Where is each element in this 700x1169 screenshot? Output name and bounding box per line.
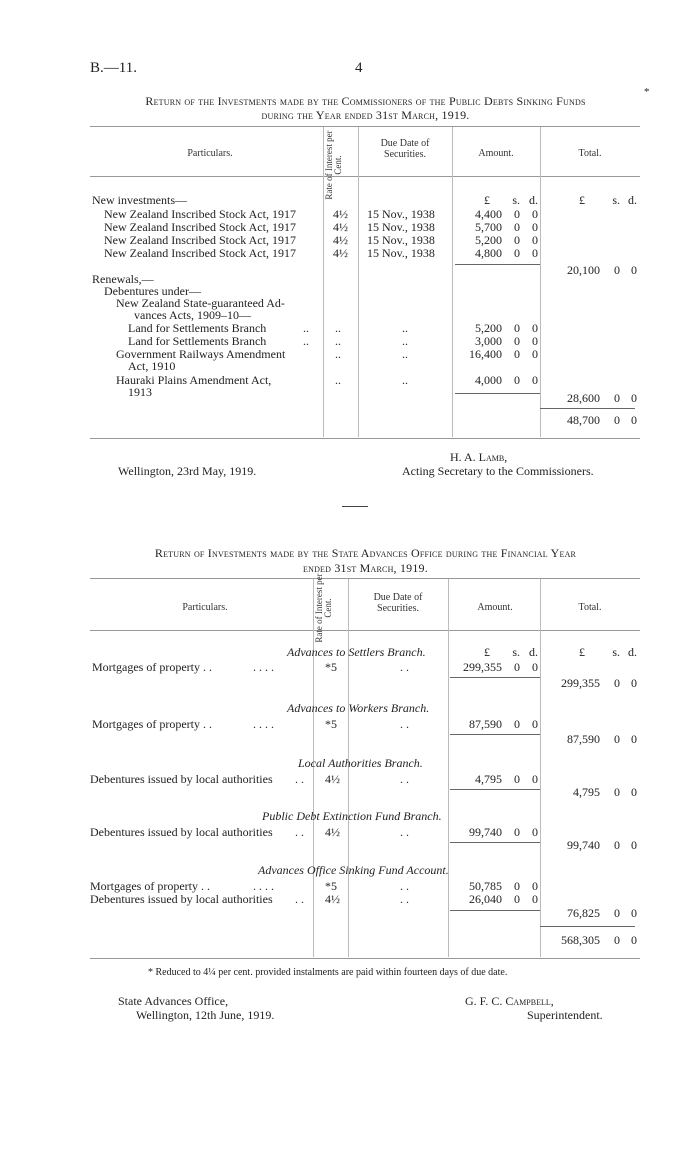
table-row-d: 0 [532,892,538,906]
table-row-due: .. [402,321,408,335]
s1-gov-cont: Act, 1910 [128,359,176,373]
section2-title-line1: Return of Investments made by the State Advances Office during the Financial Year [154,546,577,560]
table-row-d: 0 [532,207,538,221]
table-row-part: Government Railways Amendment [116,347,286,361]
s1-subtotal-rule [455,393,540,394]
table-row-rate: 4½ [333,220,348,234]
table-row-d: 0 [532,772,538,786]
table-row-s: 0 [514,892,520,906]
table-row-d: 0 [532,660,538,674]
table-row-amount: 4,795 [475,772,502,786]
table-row-part: Debentures issued by local authorities [90,825,273,839]
section2-title-line2: ended 31st March, 1919. [303,561,428,575]
s1-nzsg-line2: vances Acts, 1909–10— [134,308,251,322]
s1-new-total-d: 0 [631,263,637,277]
s1-renew-total-s: 0 [614,391,620,405]
s2-b3-total-s: 0 [614,785,620,799]
s2-b1-total-s: 0 [614,676,620,690]
s1-top-rule [90,126,640,127]
s2-subtotal-rule [450,734,540,735]
s2-signatory-title: Superintendent. [527,1008,603,1022]
table-row-part: New Zealand Inscribed Stock Act, 1917 [104,233,296,247]
table-row-due: 15 Nov., 1938 [367,233,435,247]
s1-tot-pound: £ [579,193,585,207]
s1-nzsg-line1: New Zealand State-guaranteed Ad- [116,296,285,310]
s1-signatory: H. A. Lamb, [450,450,508,464]
table-row-rate: 4½ [325,892,340,906]
table-row-amount: 5,200 [475,321,502,335]
section1-title-line1: Return of the Investments made by the Commissioners of the Public Debts Sinking Funds [145,94,586,108]
s2-b2-total-d: 0 [631,732,637,746]
table-row-due: . . [400,660,409,674]
s2-b4-total-s: 0 [614,838,620,852]
s2-tot-pound: £ [579,645,585,659]
table-row-s: 0 [514,717,520,731]
table-row-part: Debentures issued by local authorities [90,772,273,786]
s2-branch-title: Local Authorities Branch. [298,756,423,770]
s2-subtotal-rule [450,842,540,843]
table-row-d: 0 [532,717,538,731]
table-row-dots: . . [295,825,304,839]
table-row-due: . . [400,825,409,839]
table-row-part: Mortgages of property . . [90,879,210,893]
s2-b1-total: 299,355 [561,676,600,690]
table-row-s: 0 [514,660,520,674]
s1-tot-s: s. [612,193,620,207]
s2-col-line [448,579,449,957]
table-row-d: 0 [532,220,538,234]
table-row-rate: 4½ [325,772,340,786]
table-row-d: 0 [532,347,538,361]
s1-bottom-rule [90,438,640,439]
table-row-dots: .. [303,334,309,348]
table-row-part: New Zealand Inscribed Stock Act, 1917 [104,220,296,234]
s2-col-total: Total. [578,602,602,613]
s2-branch-title: Advances to Workers Branch. [287,701,430,715]
s1-heading-new: New investments— [92,193,187,207]
s2-office-line2: Wellington, 12th June, 1919. [136,1008,275,1022]
table-row-amount: 4,000 [475,373,502,387]
table-row-part: New Zealand Inscribed Stock Act, 1917 [104,207,296,221]
s1-amt-pound: £ [484,193,490,207]
table-row-s: 0 [514,825,520,839]
table-row-rate: *5 [325,717,337,731]
table-row-d: 0 [532,879,538,893]
s2-amt-pound: £ [484,645,490,659]
table-row-rate: *5 [325,660,337,674]
table-row-d: 0 [532,246,538,260]
s1-tot-d: d. [628,193,637,207]
s1-grand-total: 48,700 [567,413,600,427]
section-divider [342,506,368,507]
s2-amt-d: d. [529,645,538,659]
table-row-s: 0 [514,246,520,260]
s1-heading-renewals: Renewals,— [92,272,154,286]
s1-col-line [540,127,541,437]
s1-col-due: Due Date of Securities. [380,138,430,160]
page-number: 4 [355,60,363,76]
s1-head-rule [90,176,640,177]
table-row-amount: 16,400 [469,347,502,361]
table-row-due: . . [400,879,409,893]
table-row-due: .. [402,373,408,387]
s2-grand-total-d: 0 [631,933,637,947]
table-row-part: Debentures issued by local authorities [90,892,273,906]
s1-hauraki-line2: 1913 [128,385,152,399]
table-row-amount: 50,785 [469,879,502,893]
s1-hauraki-line1: Hauraki Plains Amendment Act, [116,373,272,387]
s1-amt-s: s. [512,193,520,207]
table-row-rate: .. [335,373,341,387]
s1-renew-total: 28,600 [567,391,600,405]
s1-grand-total-d: 0 [631,413,637,427]
s2-b3-total-d: 0 [631,785,637,799]
s2-footnote: * Reduced to 4¼ per cent. provided instalments are paid within fourteen days of due date. [148,967,508,978]
table-row-part: New Zealand Inscribed Stock Act, 1917 [104,246,296,260]
s1-place-date: Wellington, 23rd May, 1919. [118,464,257,478]
table-row-amount: 3,000 [475,334,502,348]
table-row-part: Mortgages of property . . [92,660,212,674]
table-row-due: 15 Nov., 1938 [367,207,435,221]
table-row-s: 0 [514,373,520,387]
s2-total-rule [540,926,635,927]
table-row-rate: *5 [325,879,337,893]
table-row-s: 0 [514,772,520,786]
s1-new-total-s: 0 [614,263,620,277]
table-row-part: Mortgages of property . . [92,717,212,731]
table-row-due: 15 Nov., 1938 [367,220,435,234]
table-row-amount: 4,400 [475,207,502,221]
table-row-dots: . . [295,772,304,786]
s2-branch-title: Advances to Settlers Branch. [287,645,426,659]
table-row-rate: .. [335,321,341,335]
s1-col-line [452,127,453,437]
table-row-dots: . . . . [253,717,274,731]
table-row-amount: 5,700 [475,220,502,234]
s1-subtotal-rule [455,264,540,265]
s1-col-line [358,127,359,437]
table-row-rate: 4½ [325,825,340,839]
s1-grand-total-s: 0 [614,413,620,427]
table-row-s: 0 [514,207,520,221]
table-row-rate: 4½ [333,246,348,260]
s2-top-rule [90,578,640,579]
s2-tot-s: s. [612,645,620,659]
table-row-rate: 4½ [333,207,348,221]
s2-col-due: Due Date of Securities. [373,592,423,614]
document-code: B.—11. [90,60,137,76]
table-row-due: . . [400,772,409,786]
section1-title-line2: during the Year ended 31st March, 1919. [261,108,470,122]
table-row-d: 0 [532,373,538,387]
s2-amt-s: s. [512,645,520,659]
s2-office-line1: State Advances Office, [118,994,229,1008]
s2-b5-total-s: 0 [614,906,620,920]
s2-b4-total-d: 0 [631,838,637,852]
table-row-s: 0 [514,879,520,893]
s2-col-particulars: Particulars. [182,602,228,613]
table-row-dots: . . . . [253,660,274,674]
table-row-s: 0 [514,220,520,234]
s1-renew-total-d: 0 [631,391,637,405]
table-row-rate: .. [335,347,341,361]
s1-col-amount: Amount. [478,148,514,159]
s2-grand-total-s: 0 [614,933,620,947]
table-row-rate: 4½ [333,233,348,247]
s1-col-rate: Rate of Interest per Cent. [324,130,343,200]
table-row-due: .. [402,334,408,348]
margin-mark: * [644,86,650,98]
table-row-d: 0 [532,825,538,839]
table-row-s: 0 [514,233,520,247]
s2-tot-d: d. [628,645,637,659]
s2-b2-total-s: 0 [614,732,620,746]
s2-col-rate: Rate of Interest per Cent. [314,573,333,643]
s1-amt-d: d. [529,193,538,207]
table-row-due: . . [400,892,409,906]
s2-bottom-rule [90,958,640,959]
table-row-amount: 5,200 [475,233,502,247]
s2-b5-total: 76,825 [567,906,600,920]
table-row-part: Land for Settlements Branch [128,334,267,348]
table-row-amount: 87,590 [469,717,502,731]
s2-b2-total: 87,590 [567,732,600,746]
table-row-amount: 299,355 [463,660,502,674]
s2-branch-title: Advances Office Sinking Fund Account. [258,863,449,877]
s2-subtotal-rule [450,677,540,678]
table-row-due: 15 Nov., 1938 [367,246,435,260]
s1-col-particulars: Particulars. [187,148,233,159]
s2-b5-total-d: 0 [631,906,637,920]
s2-subtotal-rule [450,789,540,790]
s2-col-line [540,579,541,957]
s2-head-rule [90,630,640,631]
table-row-d: 0 [532,233,538,247]
table-row-amount: 26,040 [469,892,502,906]
table-row-dots: . . . . [253,879,274,893]
table-row-amount: 99,740 [469,825,502,839]
table-row-dots: . . [295,892,304,906]
table-row-amount: 4,800 [475,246,502,260]
s2-col-amount: Amount. [477,602,513,613]
table-row-due: . . [400,717,409,731]
s1-new-total: 20,100 [567,263,600,277]
s2-signatory: G. F. C. Campbell, [465,994,554,1008]
s2-subtotal-rule [450,910,540,911]
table-row-d: 0 [532,321,538,335]
s1-debentures-under: Debentures under— [104,284,201,298]
s1-col-total: Total. [578,148,602,159]
s2-b4-total: 99,740 [567,838,600,852]
table-row-s: 0 [514,347,520,361]
s2-branch-title: Public Debt Extinction Fund Branch. [262,809,442,823]
table-row-due: .. [402,347,408,361]
table-row-dots: .. [303,321,309,335]
table-row-s: 0 [514,334,520,348]
table-row-d: 0 [532,334,538,348]
s2-grand-total: 568,305 [561,933,600,947]
table-row-rate: .. [335,334,341,348]
s1-total-rule [540,408,635,409]
s2-b3-total: 4,795 [573,785,600,799]
s2-b1-total-d: 0 [631,676,637,690]
table-row-part: Land for Settlements Branch [128,321,267,335]
table-row-s: 0 [514,321,520,335]
s1-signatory-title: Acting Secretary to the Commissioners. [402,464,594,478]
